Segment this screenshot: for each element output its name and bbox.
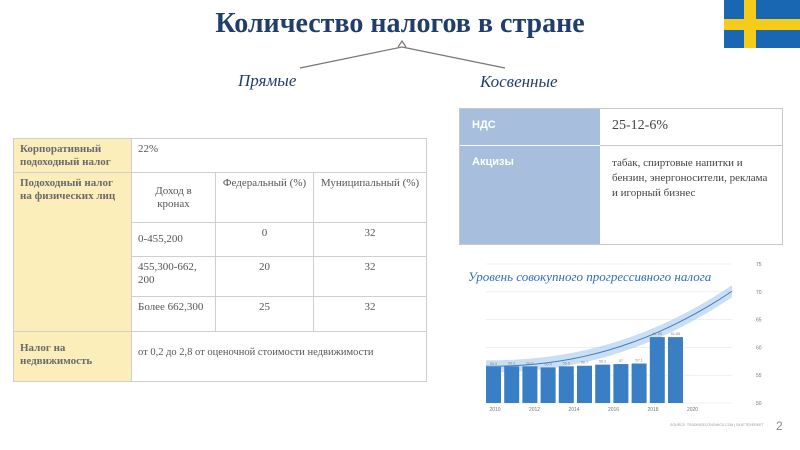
- indirect-taxes-table: [459, 108, 783, 245]
- bar-value-label: 57.1: [635, 358, 643, 363]
- bar-value-label: 56.9: [599, 359, 607, 364]
- y-tick-label: 60: [756, 345, 762, 352]
- income-row-3-municipal: 32: [314, 297, 426, 332]
- subtitle-direct: Прямые: [238, 71, 297, 90]
- income-row-3-bracket: Более 662,300: [132, 297, 216, 332]
- property-tax-value: от 0,2 до 2,8 от оценочной стоимости недвижимости: [138, 347, 374, 358]
- vat-label: НДС: [460, 109, 600, 146]
- income-tax-label: Подоходный налог на физических лиц: [14, 173, 132, 332]
- y-tick-label: 65: [756, 317, 762, 324]
- page-title: Количество налогов в стране: [215, 8, 585, 39]
- chart-source: SOURCE: TRADINGECONOMICS.COM | SKATTEVERKET: [670, 423, 764, 427]
- bar: [650, 337, 665, 403]
- bar-value-label: 61.85: [652, 332, 663, 337]
- bar: [613, 364, 628, 403]
- chart-title: Уровень совокупного прогрессивного налога: [468, 269, 712, 284]
- income-row-2-municipal: 32: [314, 257, 426, 297]
- bar-value-label: 57: [618, 359, 624, 364]
- income-header-municipal: Муниципальный (%): [314, 173, 426, 223]
- corporate-tax-value: 22%: [132, 139, 426, 173]
- x-tick-label: 2014: [568, 407, 580, 413]
- bar: [577, 366, 592, 403]
- income-row-3-federal: 25: [216, 297, 314, 332]
- bar: [486, 367, 501, 403]
- y-tick-label: 50: [756, 401, 762, 407]
- progressive-tax-chart: [464, 260, 766, 432]
- y-tick-label: 55: [756, 373, 762, 380]
- x-tick-label: 2010: [489, 407, 501, 413]
- bar-value-label: 56.6: [526, 361, 534, 366]
- trend-band: [486, 285, 732, 372]
- corporate-tax-label: Корпоративный подоходный налог: [14, 139, 132, 173]
- bar-value-label: 56.6: [508, 361, 516, 366]
- income-header-bracket: Доход в кронах: [132, 173, 216, 223]
- property-tax-label: Налог на недвижимость: [14, 332, 132, 381]
- income-row-1-bracket: 0-455,200: [132, 223, 216, 257]
- income-row-1-federal: 0: [216, 223, 314, 257]
- x-tick-label: 2018: [647, 407, 659, 413]
- bar-value-label: 56.7: [580, 360, 589, 365]
- bar: [632, 364, 647, 403]
- bar: [522, 366, 537, 403]
- y-tick-label: 70: [756, 289, 762, 296]
- income-row-2-bracket: 455,300-662, 200: [132, 257, 216, 297]
- income-header-federal: Федеральный (%): [216, 173, 314, 223]
- bar: [559, 366, 574, 403]
- bar-value-label: 56.6: [562, 361, 570, 366]
- vat-value: 25-12-6%: [600, 109, 782, 146]
- branch-lines: [0, 0, 800, 90]
- bar-value-label: 61.85: [670, 332, 681, 337]
- bar-value-label: 56.4: [544, 362, 552, 367]
- income-row-1-municipal: 32: [314, 223, 426, 257]
- y-tick-label: 75: [756, 262, 762, 268]
- excise-value: табак, спиртовые напитки и бензин, энергоносители, реклама и игорный бизнес: [612, 157, 768, 199]
- direct-taxes-table: [13, 138, 427, 382]
- bar: [504, 366, 519, 403]
- income-row-2-federal: 20: [216, 257, 314, 297]
- x-tick-label: 2020: [686, 407, 699, 413]
- bar: [595, 365, 610, 403]
- bar-value-label: 56.5: [489, 361, 498, 366]
- x-tick-label: 2012: [528, 407, 541, 413]
- subtitle-indirect: Косвенные: [480, 72, 558, 91]
- bar: [668, 337, 683, 403]
- x-tick-label: 2016: [607, 407, 620, 413]
- bar: [541, 367, 556, 403]
- page-number: 2: [776, 419, 783, 433]
- excise-label: Акцизы: [460, 146, 600, 244]
